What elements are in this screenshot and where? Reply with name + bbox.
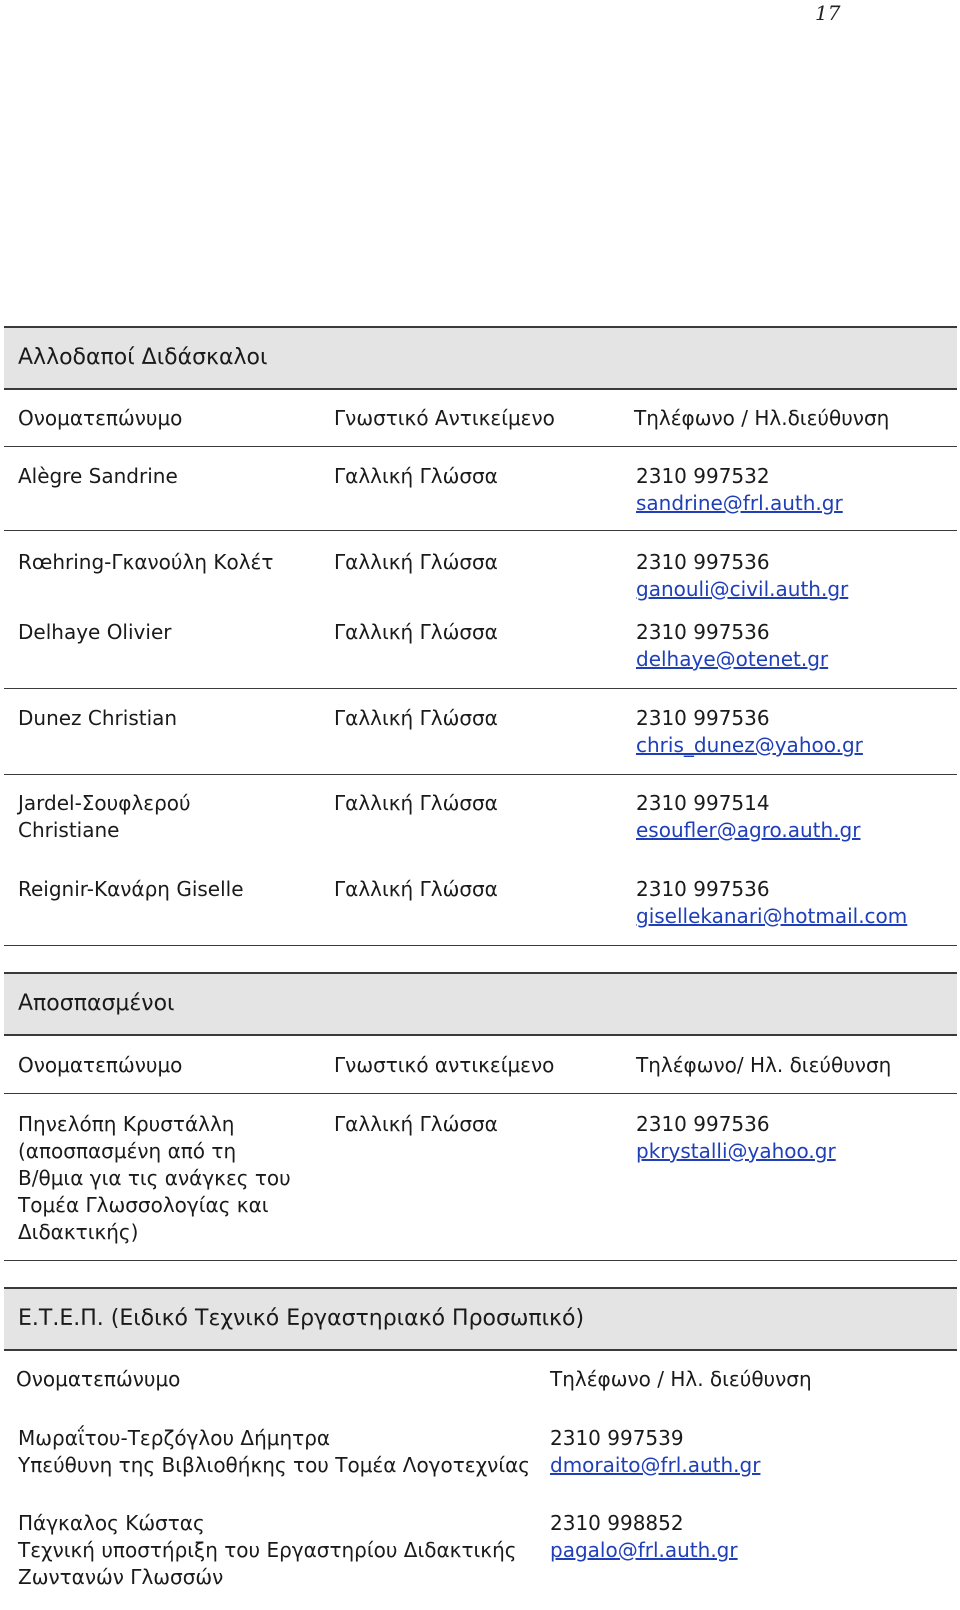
column-header-contact: Τηλέφωνο/ Ηλ. διεύθυνση [636,1053,892,1077]
email-link[interactable]: delhaye@otenet.gr [636,647,829,671]
phone-text: 2310 997536 [636,550,770,574]
email-link[interactable]: sandrine@frl.auth.gr [636,491,843,515]
name-cell: Rœhring-Γκανούλη Κολέτ [18,550,274,574]
email-link[interactable]: pagalo@frl.auth.gr [550,1538,738,1562]
subject-cell: Γαλλική Γλώσσα [334,1112,498,1136]
name-cell [18,1425,530,1479]
phone-text: 2310 997539 [550,1426,684,1450]
name-line: Β/θμια για τις ανάγκες του [18,1166,291,1190]
name-cell: Reignir-Κανάρη Giselle [18,877,244,901]
column-header-contact: Τηλέφωνο / Ηλ. διεύθυνση [550,1367,812,1391]
name-cell [18,1111,291,1246]
column-header-contact: Τηλέφωνο / Ηλ.διεύθυνση [634,406,890,430]
role-line: Ζωντανών Γλωσσών [18,1565,224,1589]
email-link[interactable]: esoufler@agro.auth.gr [636,818,861,842]
phone-text: 2310 997514 [636,791,770,815]
name-line: Τομέα Γλωσσολογίας και [18,1193,269,1217]
column-header-subject: Γνωστικό Αντικείμενο [334,406,555,430]
name-line: (αποσπασμένη από τη [18,1139,237,1163]
row-divider [4,688,957,689]
header-rule [4,446,957,447]
subject-cell: Γαλλική Γλώσσα [334,706,498,730]
email-link[interactable]: pkrystalli@yahoo.gr [636,1139,836,1163]
section-bottom-rule [4,1260,957,1261]
column-header-name: Ονοματεπώνυμο [18,1053,183,1077]
column-header-name: Ονοματεπώνυμο [18,406,183,430]
contact-cell [636,549,848,603]
section-title: Αλλοδαποί Διδάσκαλοι [18,345,268,370]
phone-text: 2310 998852 [550,1511,684,1535]
name-cell [18,1510,516,1591]
section-title: Ε.Τ.Ε.Π. (Ειδικό Τεχνικό Εργαστηριακό Προσωπικό) [18,1306,585,1331]
section-title: Αποσπασμένοι [18,991,175,1016]
name-line: Jardel-Σουφλερού [18,791,191,815]
section-header [4,1287,957,1351]
section-header [4,326,957,390]
role-line: Υπεύθυνη της Βιβλιοθήκης του Τομέα Λογοτεχνίας [18,1453,531,1477]
contact-cell [636,790,860,844]
name-line: Πάγκαλος Κώστας [18,1511,205,1535]
header-rule [4,1093,957,1094]
contact-cell [550,1425,760,1479]
contact-cell [636,463,843,517]
name-cell: Delhaye Olivier [18,620,172,644]
role-line: Τεχνική υποστήριξη του Εργαστηρίου Διδακτικής [18,1538,517,1562]
page-number: 17 [815,1,841,25]
email-link[interactable]: gisellekanari@hotmail.com [636,904,908,928]
name-cell: Alègre Sandrine [18,464,178,488]
contact-cell [550,1510,738,1564]
contact-cell [636,705,863,759]
subject-cell: Γαλλική Γλώσσα [334,620,498,644]
subject-cell: Γαλλική Γλώσσα [334,550,498,574]
contact-cell [636,876,907,930]
name-cell: Dunez Christian [18,706,178,730]
name-line: Διδακτικής) [18,1220,139,1244]
email-link[interactable]: chris_dunez@yahoo.gr [636,733,863,757]
phone-text: 2310 997536 [636,1112,770,1136]
column-header-subject: Γνωστικό αντικείμενο [334,1053,555,1077]
name-cell [18,790,191,844]
name-line: Μωραΐτου-Τερζόγλου Δήμητρα [18,1426,331,1450]
email-link[interactable]: dmoraito@frl.auth.gr [550,1453,761,1477]
email-link[interactable]: ganouli@civil.auth.gr [636,577,849,601]
subject-cell: Γαλλική Γλώσσα [334,464,498,488]
section-header [4,972,957,1036]
subject-cell: Γαλλική Γλώσσα [334,791,498,815]
phone-text: 2310 997532 [636,464,770,488]
row-divider [4,774,957,775]
phone-text: 2310 997536 [636,877,770,901]
subject-cell: Γαλλική Γλώσσα [334,877,498,901]
name-line: Christiane [18,818,120,842]
contact-cell [636,1111,836,1165]
contact-cell [636,619,828,673]
phone-text: 2310 997536 [636,620,770,644]
column-header-name: Ονοματεπώνυμο [16,1367,181,1391]
name-line: Πηνελόπη Κρυστάλλη [18,1112,235,1136]
phone-text: 2310 997536 [636,706,770,730]
section-bottom-rule [4,945,957,946]
row-divider [4,530,957,531]
